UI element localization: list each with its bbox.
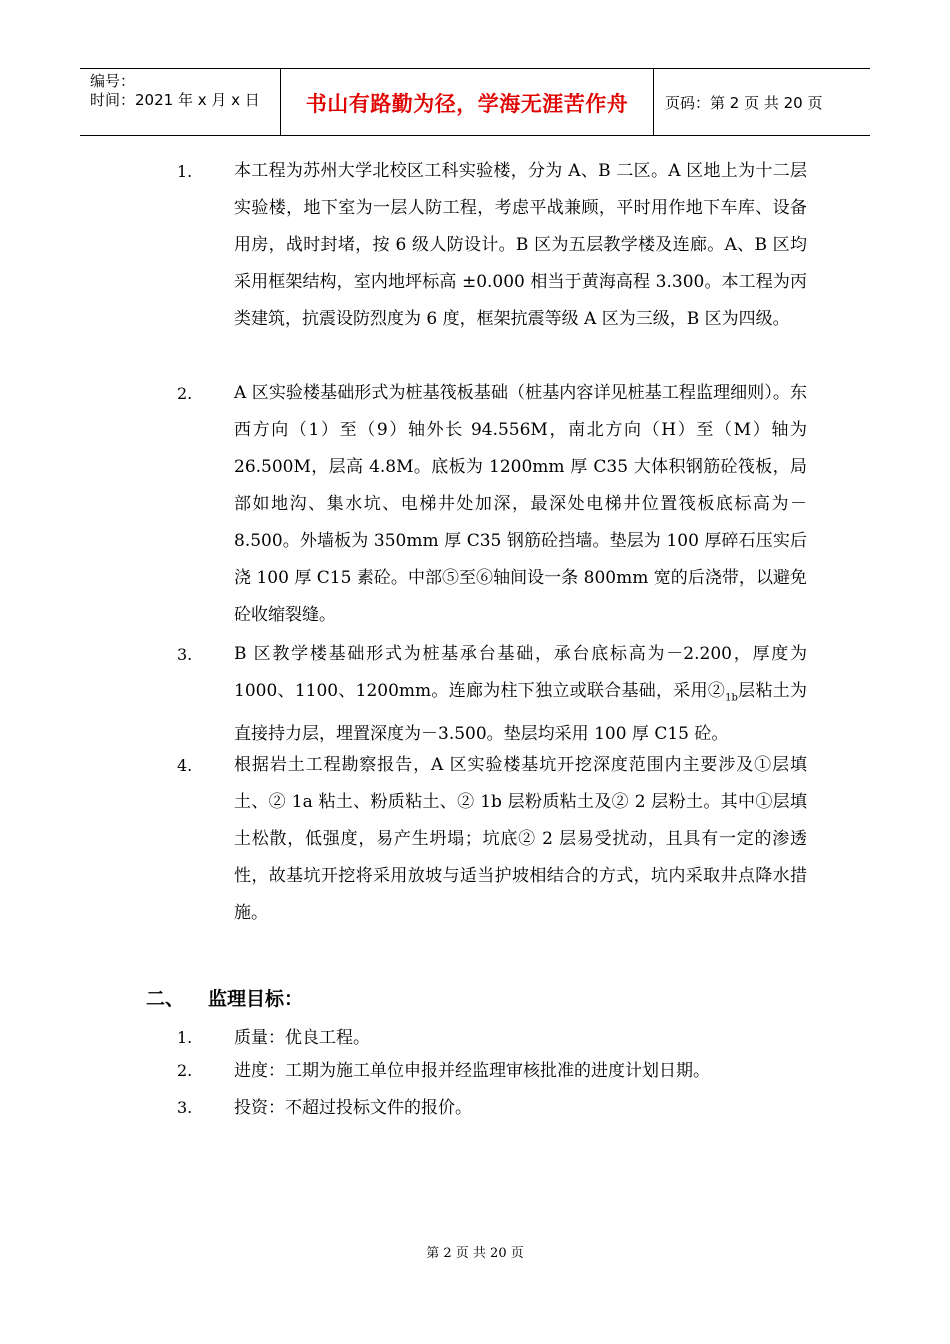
section-heading	[146, 983, 303, 1015]
item-number: 1.	[177, 162, 193, 181]
header-meta	[80, 69, 281, 135]
item-text-subscript: 1b	[725, 692, 738, 704]
document-date: 时间：2021 年 x 月 x 日	[90, 91, 260, 109]
page-footer: 第 2 页 共 20 页	[426, 1246, 524, 1261]
header-motto: 书山有路勤为径，学海无涯苦作舟	[281, 69, 654, 135]
goal-number: 1.	[177, 1028, 193, 1047]
document-number-label: 编号：	[90, 72, 136, 90]
item-text-part: B 区教学楼基础形式为桩基承台基础，承台底标高为－2.200，厚度为 1000、1100、1200mm。连廊为柱下独立或联合基础，采用②	[234, 644, 807, 701]
item-text: 根据岩土工程勘察报告，A 区实验楼基坑开挖深度范围内主要涉及①层填土、② 1a 粘土、粉质粘土、② 1b 层粉质粘土及② 2 层粉土。其中①层填土松散，低强度，易产生坍塌；坑底② 2 层易受扰动，且具有一定的渗透性，故基坑开挖将采用放坡与适当护坡相结合的方式，坑内采取井点降水措施。	[234, 755, 807, 923]
item-text-part: 层粘土为直接持力层，埋置深度为－3.500。垫层均采用 100 厚 C15 砼。	[234, 681, 808, 745]
goal-item	[0, 1092, 950, 1124]
goal-text: 进度：工期为施工单位申报并经监理审核批准的进度计划日期。	[234, 1061, 710, 1081]
goal-text: 质量：优良工程。	[234, 1028, 370, 1048]
section-number: 二、	[146, 988, 185, 1010]
page-header	[80, 68, 870, 136]
item-text	[234, 636, 807, 753]
header-page-number: 页码：第 2 页 共 20 页	[665, 93, 823, 112]
section-title: 监理目标：	[208, 988, 304, 1010]
item-text: A 区实验楼基础形式为桩基筏板基础（桩基内容详见桩基工程监理细则）。东西方向（1）至（9）轴外长 94.556M，南北方向（H）至（M）轴为 26.500M，层高 4.8M。底板为 1200mm 厚 C35 大体积钢筋砼筏板，局部如地沟、集水坑、电梯井处加深，最深处电梯井位置筏板底标高为－8.500。外墙板为 350mm 厚 C35 钢筋砼挡墙。垫层为 100 厚碎石压实后浇 100 厚 C15 素砼。中部⑤至⑥轴间设一条 800mm 宽的后浇带，以避免砼收缩裂缝。	[234, 383, 807, 625]
item-number: 4.	[177, 756, 193, 775]
goal-item	[0, 1022, 950, 1054]
item-text: 本工程为苏州大学北校区工科实验楼，分为 A、B 二区。A 区地上为十二层实验楼，地下室为一层人防工程，考虑平战兼顾，平时用作地下车库、设备用房，战时封堵，按 6 级人防设计。B 区为五层教学楼及连廊。A、B 区均采用框架结构，室内地坪标高 ±0.000 相当于黄海高程 3.300。本工程为丙类建筑，抗震设防烈度为 6 度，框架抗震等级 A 区为三级，B 区为四级。	[234, 161, 807, 329]
goal-text: 投资：不超过投标文件的报价。	[234, 1098, 472, 1118]
item-number: 3.	[177, 645, 193, 664]
goal-number: 2.	[177, 1061, 193, 1080]
item-number: 2.	[177, 384, 193, 403]
goal-number: 3.	[177, 1098, 193, 1117]
goal-item	[0, 1055, 950, 1087]
